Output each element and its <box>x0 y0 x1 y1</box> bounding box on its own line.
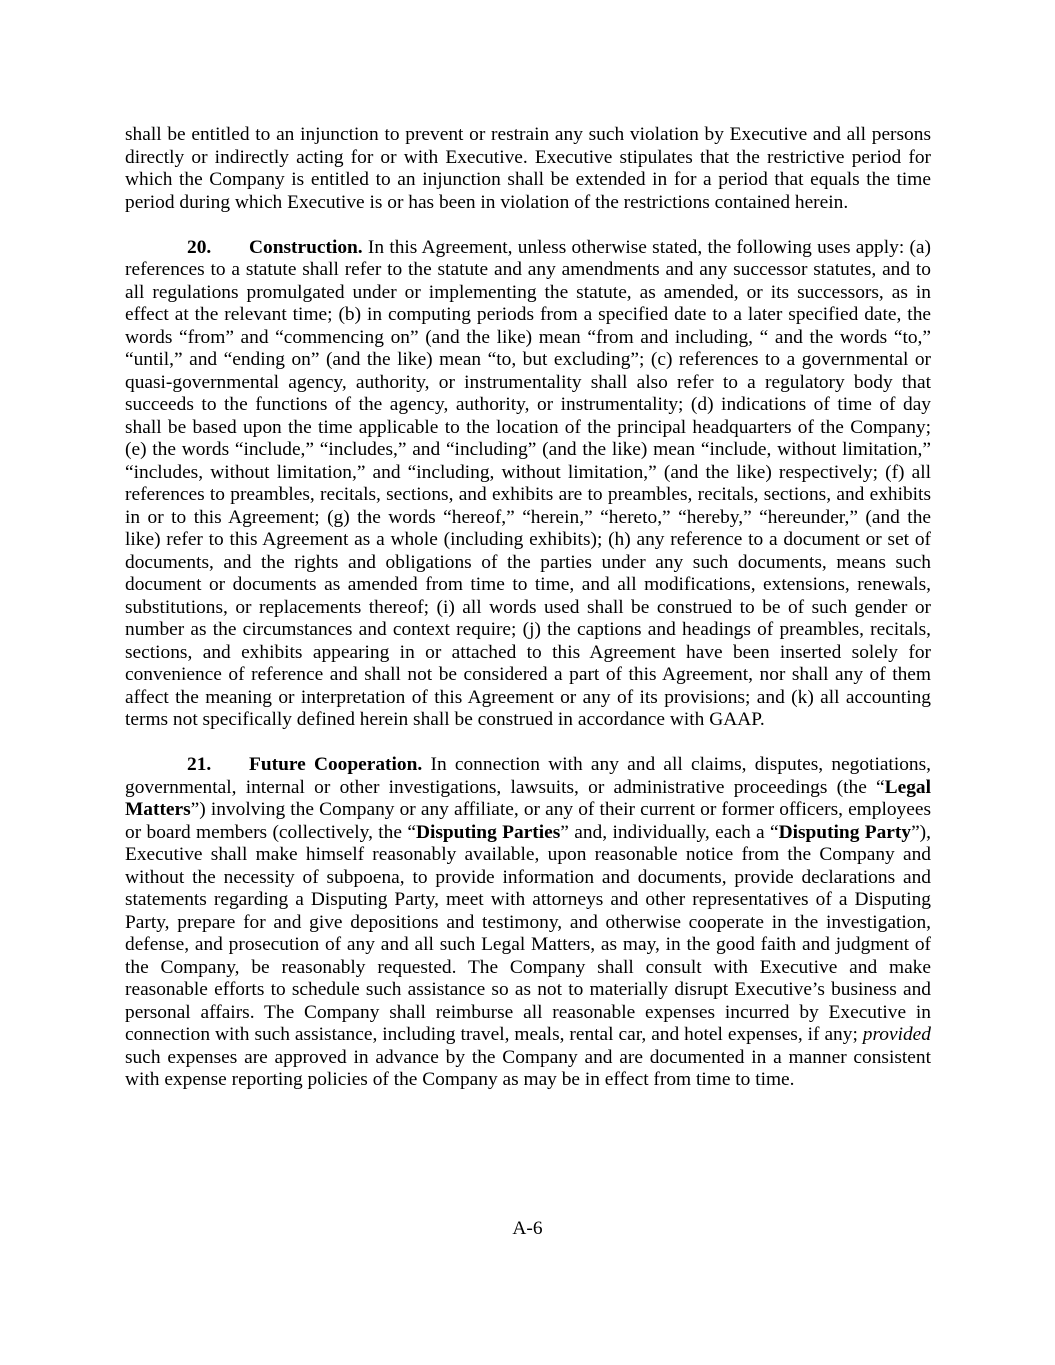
section-20-number: 20. <box>187 236 212 258</box>
section-21-text-2: ”) involving the Company or any affiliate, or any of their current or former officers, employees or board members (collectively, the “ <box>125 799 931 843</box>
defined-term-legal-matters: Legal Matters <box>125 776 931 820</box>
defined-term-disputing-party: Disputing Party <box>778 821 912 843</box>
section-20-text: In this Agreement, unless otherwise stated, the following uses apply: (a) references to a statute shall refer to the statute and any amendments and any successor statutes, and to all regulations promulgated under or implementing the statute, as amended, or its successors, as in effect at the relevant time; (b) in computing periods from a specified date to a later specified date, the words “from” and “commencing on” (and the like) mean “from and including, “ and the words “to,” “until,” and “ending on” (and the like) mean “to, but excluding”; (c) references to a governmental or quasi-governmental agency, authority, or instrumentality shall also refer to a regulatory body that succeeds to the functions of the agency, authority, or instrumentality; (d) indications of time of day shall be based upon the time applicable to the location of the principal headquarters of the Company; (e) the words “include,” “includes,” and “including” (and the like) mean “include, without limitation,” “includes, without limitation,” and “including, without limitation,” (and the like) respectively; (f) all references to preambles, recitals, sections, and exhibits are to preambles, recitals, sections, and exhibits in or to this Agreement; (g) the words “hereof,” “herein,” “hereto,” “hereby,” “hereunder,” (and the like) refer to this Agreement as a whole (including exhibits); (h) any reference to a document or set of documents, and the rights and obligations of the parties under any such documents, means such document or documents as amended from time to time, and all modifications, extensions, renewals, substitutions, or replacements thereof; (i) all words used shall be construed to be of such gender or number as the circumstances and context require; (j) the captions and headings of preambles, recitals, sections, and exhibits appearing in or attached to this Agreement have been inserted solely for convenience of reference and shall not be considered a part of this Agreement, nor shall any of them affect the meaning or interpretation of this Agreement or any of its provisions; and (k) all accounting terms not specifically defined herein shall be construed in accordance with GAAP. <box>125 236 931 730</box>
continuation-paragraph: shall be entitled to an injunction to prevent or restrain any such violation by Executive and all persons directly or indirectly acting for or with Executive. Executive stipulates that the restrictive period for which the Company is entitled to an injunction shall be extended in for a period that equals the time period during which Executive is or has been in violation of the restrictions contained herein. <box>125 124 931 213</box>
section-21-heading: Future Cooperation. <box>249 754 423 775</box>
section-21-number: 21. <box>187 754 212 775</box>
document-body <box>125 124 931 1114</box>
defined-term-disputing-parties: Disputing Parties <box>415 821 561 843</box>
italic-provided: provided <box>862 1024 931 1045</box>
page-number: A-6 <box>512 1218 543 1239</box>
section-21-text-5: such expenses are approved in advance by the Company and are documented in a manner consistent with expense reporting policies of the Company as may be in effect from time to time. <box>125 1046 931 1090</box>
section-21-text-1: In connection with any and all claims, disputes, negotiations, governmental, internal or other investigations, lawsuits, or administrative proceedings (the “ <box>125 754 931 798</box>
section-21-paragraph <box>125 754 931 1092</box>
section-20-paragraph <box>125 237 931 732</box>
section-21-text-4: ”), Executive shall make himself reasonably available, upon reasonable notice from the Company and without the necessity of subpoena, to provide information and documents, provide declarations and statements regarding a Disputing Party, meet with attorneys and other representatives of a Disputing Party, prepare for and give depositions and testimony, and otherwise cooperate in the investigation, defense, and prosecution of any and all such Legal Matters, as may, in the good faith and judgment of the Company, be reasonably requested. The Company shall consult with Executive and make reasonable efforts to schedule such assistance so as not to materially disrupt Executive’s business and personal affairs. The Company shall reimburse all reasonable expenses incurred by Executive in connection with such assistance, including travel, meals, rental car, and hotel expenses, if any; <box>125 821 931 1045</box>
section-20-heading: Construction. <box>249 236 363 258</box>
section-21-text-3: ” and, individually, each a “ <box>560 821 779 843</box>
